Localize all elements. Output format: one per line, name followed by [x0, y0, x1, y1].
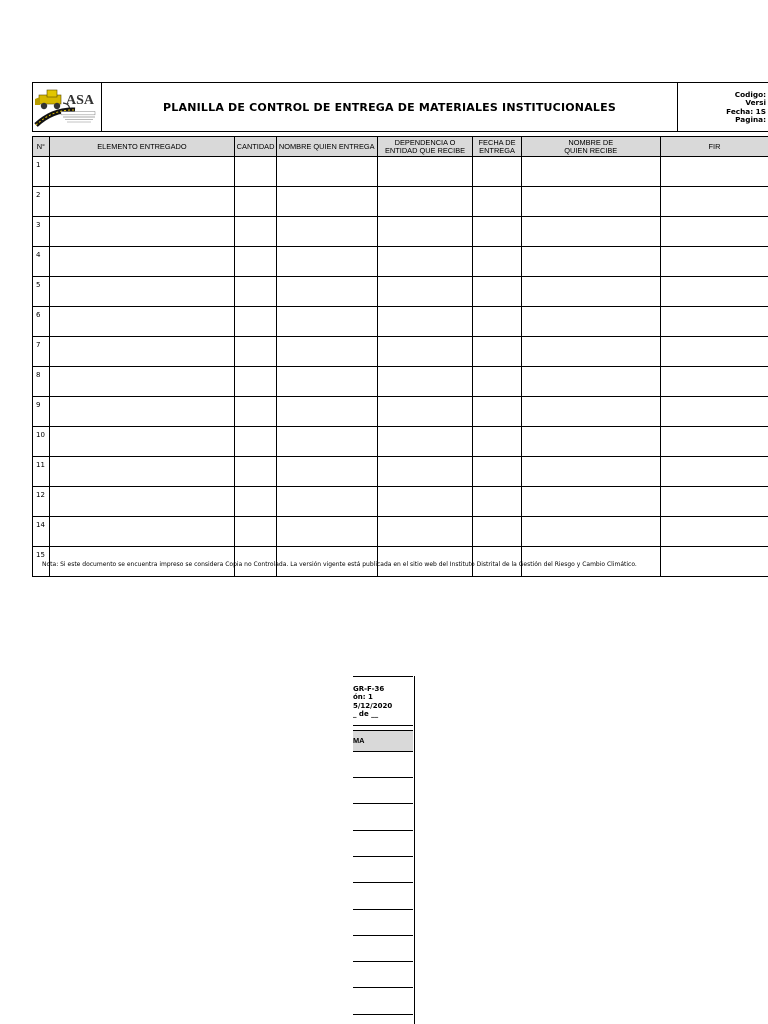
table-cell [521, 277, 660, 307]
row-number: 6 [33, 307, 50, 337]
table-row [33, 487, 768, 517]
table-cell [660, 487, 768, 517]
table-cell [473, 217, 521, 247]
row-number: 11 [33, 457, 50, 487]
row-number: 5 [33, 277, 50, 307]
table-cell [49, 217, 235, 247]
row-number: 1 [33, 157, 50, 187]
row-number: 10 [33, 427, 50, 457]
table-cell [276, 217, 377, 247]
table-cell [660, 217, 768, 247]
fragment-row-line [353, 935, 413, 936]
table-cell [49, 427, 235, 457]
col-firma: FIR [660, 137, 768, 157]
table-cell [521, 307, 660, 337]
table-row [33, 397, 768, 427]
document-note: Nota: Si este documento se encuentra impreso se considera Copia no Controlada. La versión vigente está publicada en el sitio web del Instituto Distrital de la Gestión del Riesgo y Cambio Climático. [42, 561, 637, 568]
fragment-row-line [353, 1014, 413, 1015]
fragment-row-line [353, 856, 413, 857]
row-number: 7 [33, 337, 50, 367]
table-cell [521, 367, 660, 397]
table-header-row [33, 137, 768, 157]
table-cell [377, 427, 473, 457]
table-row [33, 217, 768, 247]
col-fecha-entrega: FECHA DE ENTREGA [473, 137, 521, 157]
table-cell [276, 277, 377, 307]
table-cell [660, 337, 768, 367]
table-row [33, 247, 768, 277]
row-number: 14 [33, 517, 50, 547]
table-cell [521, 457, 660, 487]
table-cell [276, 337, 377, 367]
delivery-control-table [32, 136, 768, 577]
table-cell [235, 397, 277, 427]
document-title: PLANILLA DE CONTROL DE ENTREGA DE MATERIALES INSTITUCIONALES [163, 100, 616, 114]
row-number: 9 [33, 397, 50, 427]
fragment-row-line [353, 777, 413, 778]
table-cell [49, 187, 235, 217]
table-cell [377, 517, 473, 547]
table-cell [235, 247, 277, 277]
fragment-row-line [353, 803, 413, 804]
row-number: 2 [33, 187, 50, 217]
table-cell [660, 427, 768, 457]
table-cell [49, 457, 235, 487]
row-number: 4 [33, 247, 50, 277]
table-row [33, 337, 768, 367]
meta-pagina: Pagina: [735, 114, 766, 124]
table-cell [473, 397, 521, 427]
fragment-row-line [353, 987, 413, 988]
table-cell [276, 457, 377, 487]
table-cell [276, 307, 377, 337]
table-cell [660, 247, 768, 277]
table-cell [235, 337, 277, 367]
table-cell [473, 187, 521, 217]
table-cell [521, 397, 660, 427]
table-cell [473, 157, 521, 187]
table-cell [473, 247, 521, 277]
fragment-column-header: MA [353, 730, 413, 752]
table-cell [49, 367, 235, 397]
col-nombre-quien-recibe: NOMBRE DE QUIEN RECIBE [521, 137, 660, 157]
table-cell [49, 397, 235, 427]
table-cell [49, 157, 235, 187]
table-cell [377, 397, 473, 427]
row-number: 8 [33, 367, 50, 397]
table-cell [235, 367, 277, 397]
table-cell [235, 277, 277, 307]
meta-version: Versi [745, 98, 766, 108]
table-cell [377, 187, 473, 217]
table-row [33, 187, 768, 217]
table-cell [235, 307, 277, 337]
table-cell [660, 157, 768, 187]
table-cell [49, 517, 235, 547]
table-cell [377, 367, 473, 397]
table-cell [473, 517, 521, 547]
table-row [33, 517, 768, 547]
fragment-row-line [353, 830, 413, 831]
table-row [33, 367, 768, 397]
table-cell [660, 547, 768, 577]
meta-fecha: Fecha: 1S [726, 106, 766, 116]
second-page-fragment [353, 676, 415, 1024]
table-cell [235, 157, 277, 187]
table-cell [377, 337, 473, 367]
table-cell [660, 457, 768, 487]
table-cell [521, 337, 660, 367]
logo-text: ASA [66, 93, 95, 108]
table-cell [235, 217, 277, 247]
col-nombre-quien-entrega: NOMBRE QUIEN ENTREGA [276, 137, 377, 157]
fragment-metadata [353, 676, 413, 726]
row-number: 12 [33, 487, 50, 517]
table-cell [276, 487, 377, 517]
table-cell [660, 517, 768, 547]
table-cell [235, 427, 277, 457]
table-cell [660, 277, 768, 307]
fragment-row-line [353, 909, 413, 910]
table-cell [660, 397, 768, 427]
table-cell [235, 187, 277, 217]
table-cell [521, 517, 660, 547]
table-cell [276, 517, 377, 547]
table-cell [49, 277, 235, 307]
table-cell [235, 517, 277, 547]
table-cell [276, 247, 377, 277]
table-cell [521, 427, 660, 457]
table-row [33, 457, 768, 487]
table-cell [276, 157, 377, 187]
fragment-line-3: 5/12/2020 [353, 701, 393, 710]
fragment-line-2: ón: 1 [353, 693, 373, 702]
document-metadata [677, 83, 768, 131]
fragment-row-line [353, 882, 413, 883]
table-cell [521, 247, 660, 277]
table-cell [521, 217, 660, 247]
table-cell [377, 277, 473, 307]
table-cell [49, 247, 235, 277]
table-row [33, 157, 768, 187]
fragment-line-1: GR-F-36 [353, 685, 385, 693]
table-cell [49, 337, 235, 367]
table-cell [49, 307, 235, 337]
document-header [32, 82, 768, 132]
table-cell [377, 457, 473, 487]
table-cell [473, 277, 521, 307]
row-number: 3 [33, 217, 50, 247]
table-cell [276, 427, 377, 457]
table-cell [660, 307, 768, 337]
table-cell [276, 187, 377, 217]
table-cell [276, 397, 377, 427]
table-row [33, 427, 768, 457]
fragment-line-4: _ de __ [353, 709, 379, 718]
meta-codigo: Codigo: [734, 90, 766, 99]
table-row [33, 277, 768, 307]
table-cell [660, 367, 768, 397]
table-cell [473, 337, 521, 367]
table-cell [473, 307, 521, 337]
table-cell [521, 187, 660, 217]
table-cell [49, 487, 235, 517]
col-numero: N° [33, 137, 50, 157]
col-cantidad: CANTIDAD [235, 137, 277, 157]
table-cell [521, 487, 660, 517]
table-cell [235, 457, 277, 487]
table-cell [377, 217, 473, 247]
table-row [33, 307, 768, 337]
table-cell [521, 157, 660, 187]
table-cell [473, 487, 521, 517]
table-cell [276, 367, 377, 397]
table-cell [377, 487, 473, 517]
col-elemento-entregado: ELEMENTO ENTREGADO [49, 137, 235, 157]
table-cell [377, 247, 473, 277]
table-cell [473, 427, 521, 457]
fragment-row-line [353, 961, 413, 962]
table-cell [377, 157, 473, 187]
table-cell [660, 187, 768, 217]
table-cell [377, 307, 473, 337]
table-cell [235, 487, 277, 517]
col-dependencia: DEPENDENCIA O ENTIDAD QUE RECIBE [377, 137, 473, 157]
table-cell [473, 367, 521, 397]
row-number: 15 [33, 547, 50, 577]
table-cell [473, 457, 521, 487]
company-logo [33, 83, 102, 131]
